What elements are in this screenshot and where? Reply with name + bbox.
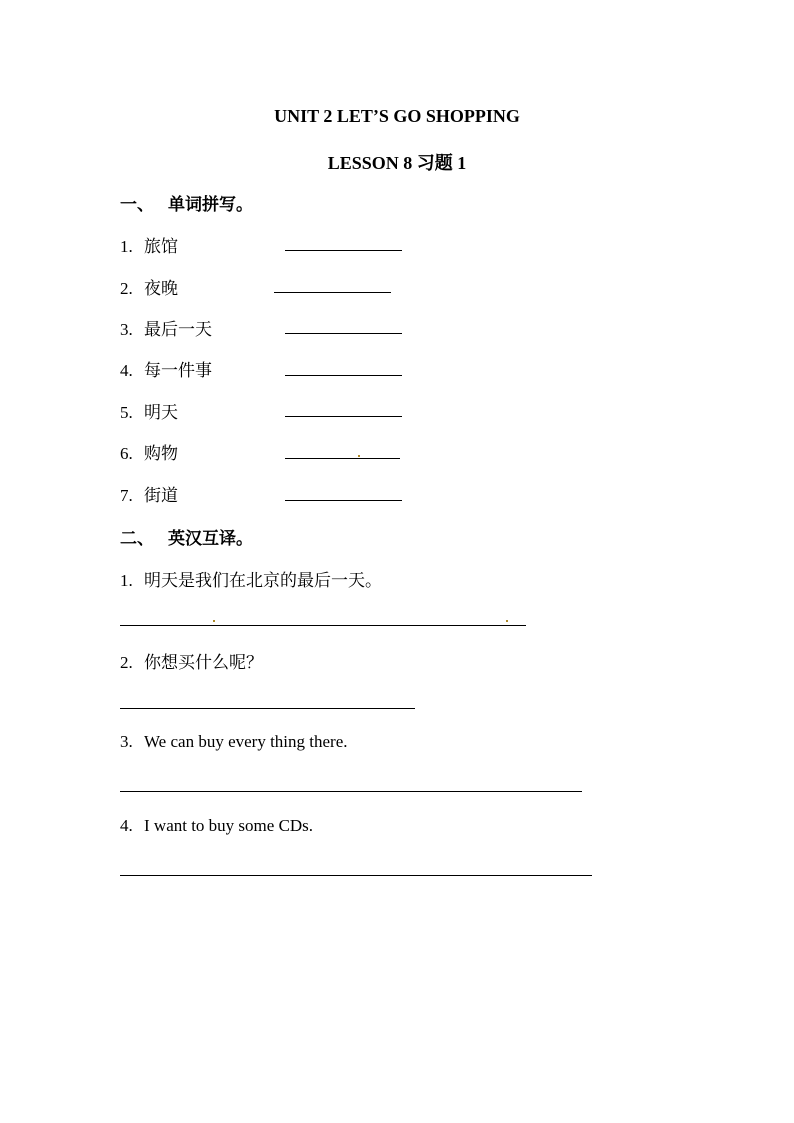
answer-blank[interactable]	[285, 500, 402, 501]
answer-blank[interactable]	[274, 292, 391, 293]
translation-item	[120, 648, 263, 673]
speck-mark	[506, 620, 508, 622]
spelling-item	[120, 274, 178, 299]
item-text: 街道	[144, 486, 178, 505]
item-text: 购物	[144, 444, 178, 463]
item-text: 明天	[144, 403, 178, 422]
answer-blank[interactable]	[285, 250, 402, 251]
answer-line[interactable]	[120, 625, 526, 626]
item-text: 最后一天	[144, 320, 212, 339]
item-text: We can buy every thing there.	[144, 732, 348, 751]
item-number: 1.	[120, 237, 133, 256]
item-number: 2.	[120, 653, 133, 672]
spelling-item	[120, 439, 178, 464]
item-text: 你想买什么呢？	[144, 653, 263, 672]
translation-item	[120, 566, 382, 591]
answer-blank[interactable]	[285, 416, 402, 417]
spelling-item	[120, 356, 212, 381]
answer-line[interactable]	[120, 708, 415, 709]
translation-item	[120, 816, 313, 836]
item-text: 夜晚	[144, 279, 178, 298]
item-text: I want to buy some CDs.	[144, 816, 314, 835]
answer-blank[interactable]	[285, 458, 400, 459]
section-2-heading	[120, 524, 253, 549]
item-number: 4.	[120, 816, 133, 835]
item-number: 7.	[120, 486, 133, 505]
item-number: 3.	[120, 320, 133, 339]
speck-mark	[213, 620, 215, 622]
answer-blank[interactable]	[285, 333, 402, 334]
section-1-number: 一、	[120, 195, 154, 214]
speck-mark	[358, 455, 360, 457]
spelling-item	[120, 398, 178, 423]
answer-line[interactable]	[120, 791, 582, 792]
spelling-item	[120, 481, 178, 506]
page-title: UNIT 2 LET’S GO SHOPPING	[274, 106, 520, 126]
item-text: 每一件事	[144, 361, 212, 380]
section-2-number: 二、	[120, 529, 154, 548]
section-1-title: 单词拼写。	[168, 195, 253, 214]
item-number: 4.	[120, 361, 133, 380]
item-number: 3.	[120, 732, 133, 751]
item-text: 明天是我们在北京的最后一天。	[144, 571, 382, 590]
translation-item	[120, 732, 348, 752]
item-number: 5.	[120, 403, 133, 422]
item-number: 1.	[120, 571, 133, 590]
section-2-title: 英汉互译。	[168, 529, 253, 548]
spelling-item	[120, 315, 212, 340]
item-number: 2.	[120, 279, 133, 298]
answer-line[interactable]	[120, 875, 592, 876]
spelling-item	[120, 232, 178, 257]
item-number: 6.	[120, 444, 133, 463]
item-text: 旅馆	[144, 237, 178, 256]
answer-blank[interactable]	[285, 375, 402, 376]
section-1-heading	[120, 190, 253, 215]
lesson-subtitle: LESSON 8 习题 1	[327, 153, 467, 173]
